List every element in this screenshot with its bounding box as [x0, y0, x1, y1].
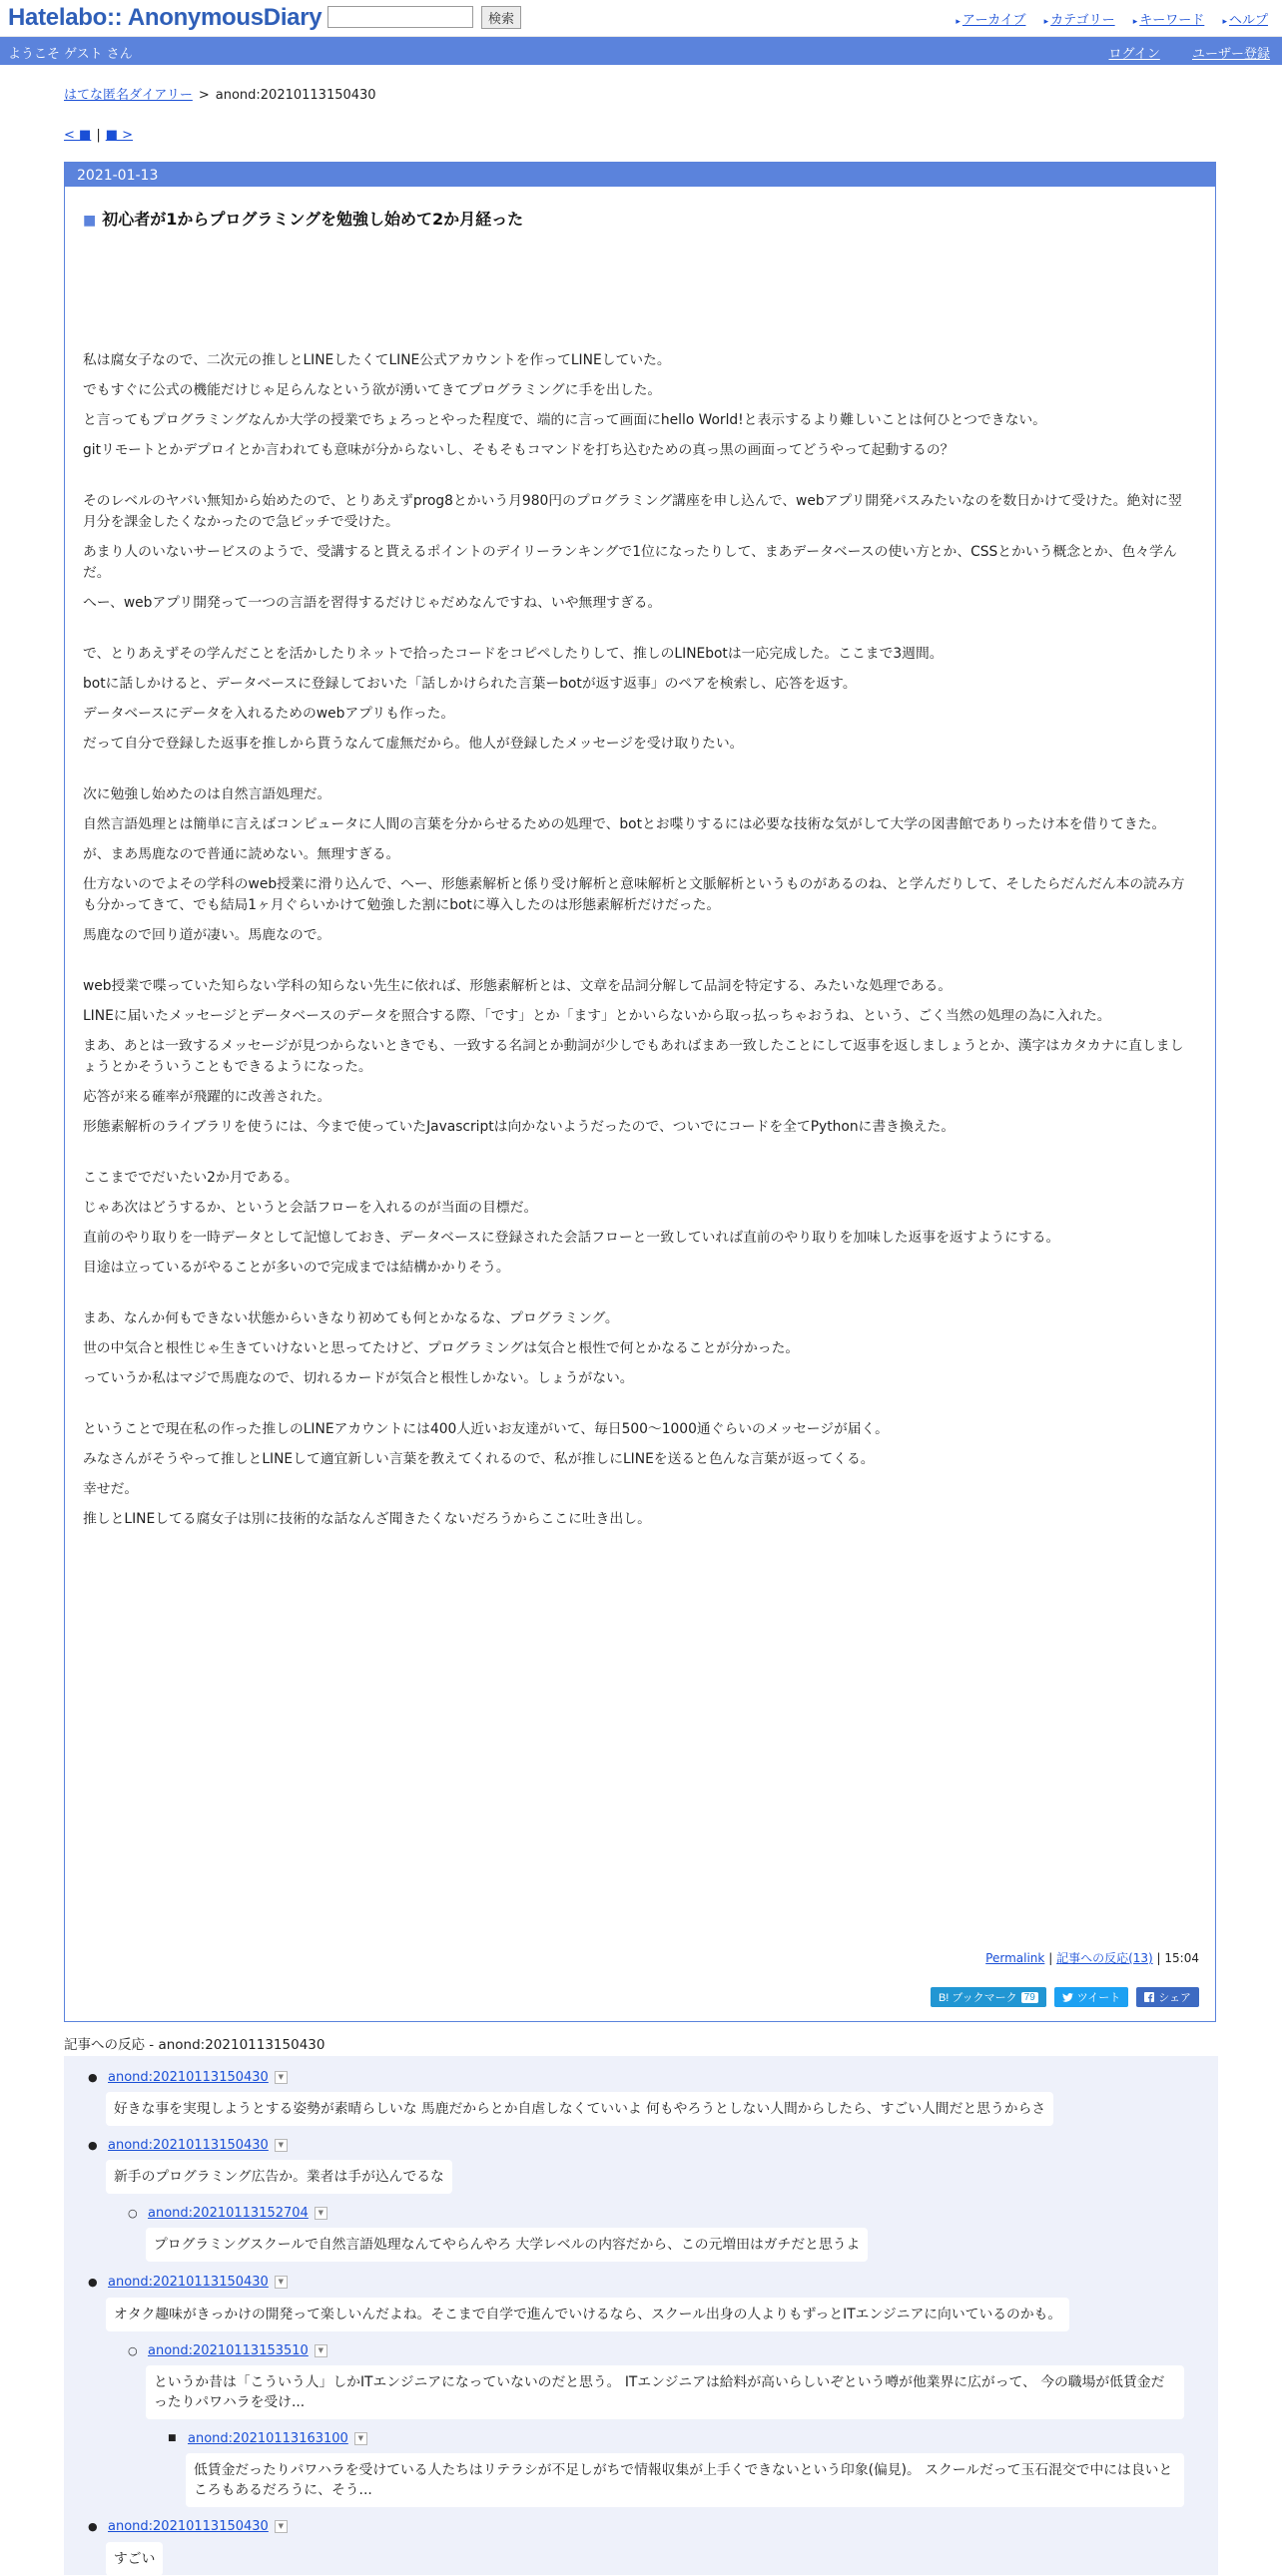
share-label: シェア	[1158, 1992, 1191, 2004]
next-entry-link[interactable]: ■ >	[105, 128, 134, 143]
entry-paragraph: 自然言語処理とは簡単に言えばコンピュータに人間の言葉を分からせるための処理で、botとお喋りするには必要な技術な気がして大学の図書館でありったけ本を借りてきた。	[83, 816, 1166, 832]
entry-body	[83, 350, 1191, 1539]
entry-time: 15:04	[1164, 1951, 1199, 1965]
nav-category-link[interactable]: ▸ カテゴリー	[1044, 13, 1115, 28]
entry-paragraph: LINEに届いたメッセージとデータベースのデータを照合する際、「です」とか「ます」とかいらないから取っ払っちゃおうね、という、ごく当然の処理の為に入れた。	[83, 1008, 1111, 1024]
entry-paragraph: でもすぐに公式の機能だけじゃ足らんなという欲が湧いてきてプログラミングに手を出した。	[83, 382, 662, 398]
bullet-icon: ●	[88, 2520, 98, 2533]
reactions-heading: 記事への反応 - anond:20210113150430	[64, 2033, 1218, 2058]
reaction-item	[168, 2431, 367, 2446]
entry-title	[83, 207, 523, 230]
entry-paragraph: みなさんがそうやって推しとLINEして適宜新しい言葉を教えてくれるので、私が推しにLINEを送ると色んな言葉が返ってくる。	[83, 1451, 875, 1467]
paragraph-gap	[83, 1288, 1191, 1308]
entry-paragraph: botに話しかけると、データベースに登録しておいた「話しかけられた言葉ーbotが返す返事」のペアを検索し、応答を返す。	[83, 676, 857, 692]
share-buttons	[931, 1987, 1199, 2007]
entry-footer	[985, 1949, 1199, 1966]
entry-paragraph: ということで現在私の作った推しのLINEアカウントには400人近いお友達がいて、毎日500～1000通ぐらいのメッセージが届く。	[83, 1421, 889, 1437]
paragraph-gap	[83, 955, 1191, 976]
paragraph-gap	[83, 623, 1191, 644]
reaction-link[interactable]: anond:20210113150430	[108, 2275, 269, 2290]
bookmark-label: B! ブックマーク	[938, 1992, 1017, 2004]
pager	[64, 128, 1218, 143]
entry-paragraph: で、とりあえずその学んだことを活かしたりネットで拾ったコードをコピペしたりして、推しのLINEbotは一応完成した。ここまで3週間。	[83, 646, 944, 662]
reaction-excerpt: オタク趣味がきっかけの開発って楽しいんだよね。そこまで自学で進んでいけるなら、スクール出身の人よりもずっとITエンジニアに向いているのかも。	[106, 2298, 1069, 2331]
entry-paragraph: web授業で喋っていた知らない学科の知らない先生に依れば、形態素解析とは、文章を品詞分解して品詞を特定する、みたいな処理である。	[83, 978, 953, 994]
tweet-label: ツイート	[1076, 1992, 1121, 2004]
reaction-item	[128, 2206, 327, 2221]
entry-paragraph: と言ってもプログラミングなんか大学の授業でちょろっとやった程度で、端的に言って画面にhello World!と表示するより難しいことは何ひとつできない。	[83, 412, 1046, 428]
facebook-share-button[interactable]	[1136, 1987, 1199, 2007]
entry-paragraph: じゃあ次はどうするか、というと会話フローを入れるのが当面の目標だ。	[83, 1200, 538, 1216]
entry-paragraph: gitリモートとかデプロイとか言われても意味が分からないし、そもそもコマンドを打ち込むための真っ黒の画面ってどうやって起動するの？	[83, 442, 955, 458]
nav-archive-link[interactable]: ▸ アーカイブ	[956, 13, 1025, 28]
entry-paragraph: まあ、なんか何もできない状態からいきなり初めても何とかなるな、プログラミング。	[83, 1310, 619, 1326]
register-link[interactable]: ユーザー登録	[1191, 47, 1270, 62]
tweet-button[interactable]	[1054, 1987, 1128, 2007]
reaction-link[interactable]: anond:20210113152704	[148, 2206, 309, 2221]
entry-title-text: 初心者が1からプログラミングを勉強し始めて2か月経った	[102, 210, 524, 229]
reaction-excerpt: すごい	[106, 2542, 163, 2576]
bullet-icon: ●	[88, 2139, 98, 2152]
reaction-excerpt: 好きな事を実現しようとする姿勢が素晴らしいな 馬鹿だからとか自虐しなくていいよ 何もやろうとしない人間からしたら、すごい人間だと思うからさ	[106, 2092, 1053, 2126]
site-logo[interactable]: Hatelabo:: AnonymousDiary	[8, 4, 322, 31]
entry-paragraph: 幸せだ。	[83, 1481, 139, 1497]
reaction-link[interactable]: anond:20210113153510	[148, 2343, 309, 2358]
dropdown-icon[interactable]: ▼	[315, 2207, 327, 2220]
prev-entry-link[interactable]: < ■	[64, 128, 92, 143]
bullet-icon: ○	[128, 2207, 138, 2220]
entry-paragraph: 世の中気合と根性じゃ生きていけないと思ってたけど、プログラミングは気合と根性で何とかなることが分かった。	[83, 1340, 800, 1356]
entry-paragraph: 推しとLINEしてる腐女子は別に技術的な話なんざ聞きたくないだろうからここに吐き出し。	[83, 1511, 651, 1527]
reaction-item	[128, 2343, 327, 2358]
bullet-icon: ●	[88, 2276, 98, 2289]
reaction-excerpt: というか昔は「こういう人」しかITエンジニアになっていないのだと思う。 ITエンジニアは給料が高いらしいぞという噂が他業界に広がって、 今の職場が低賃金だったりパワハラを受け...	[146, 2365, 1184, 2419]
dropdown-icon[interactable]: ▼	[275, 2071, 288, 2084]
search-button[interactable]: 検索	[481, 6, 521, 29]
entry-paragraph: っていうか私はマジで馬鹿なので、切れるカードが気合と根性しかない。しょうがない。	[83, 1370, 634, 1386]
entry-paragraph: 仕方ないのでよその学科のweb授業に滑り込んで、へー、形態素解析と係り受け解析と意味解析と文脈解析というものがあるのね、と学んだりして、そしたらだんだん本の読み方も分かってきて、でも結局1ヶ月ぐらいかけて勉強した割にbotに導入したのは形態素解析だけだった。	[83, 876, 1185, 913]
twitter-bird-icon	[1062, 1993, 1073, 2002]
entry-paragraph: そのレベルのヤバい無知から始めたので、とりあえずprog8とかいう月980円のプログラミング講座を申し込んで、webアプリ開発パスみたいなのを数日かけて受けた。絶対に翌月分を課金したくなかったので急ピッチで受けた。	[83, 493, 1182, 530]
entry-paragraph: 応答が来る確率が飛躍的に改善された。	[83, 1089, 331, 1105]
entry-paragraph: 目途は立っているがやることが多いので完成までは結構かかりそう。	[83, 1260, 510, 1276]
reactions-list	[64, 2056, 1218, 2575]
entry-paragraph: あまり人のいないサービスのようで、受講すると貰えるポイントのデイリーランキングで1位になったりして、まあデータベースの使い方とか、CSSとかいう概念とか、色々学んだ。	[83, 544, 1177, 581]
bullet-icon: ●	[88, 2071, 98, 2084]
entry-paragraph: データベースにデータを入れるためのwebアプリも作った。	[83, 706, 455, 722]
reaction-item	[88, 2519, 288, 2534]
entry-paragraph: 次に勉強し始めたのは自然言語処理だ。	[83, 786, 331, 802]
reactions-link[interactable]: 記事への反応(13)	[1056, 1951, 1153, 1965]
entry-paragraph: 直前のやり取りを一時データとして記憶しておき、データベースに登録された会話フローと一致していれば直前のやり取りを加味した返事を返すようにする。	[83, 1230, 1060, 1246]
pager-separator: |	[96, 128, 101, 143]
entry-paragraph: ここまででだいたい2か月である。	[83, 1170, 299, 1186]
permalink-link[interactable]: Permalink	[985, 1951, 1045, 1965]
login-link[interactable]: ログイン	[1108, 47, 1160, 62]
dropdown-icon[interactable]: ▼	[275, 2276, 288, 2289]
reaction-item	[88, 2275, 288, 2290]
welcome-text: ようこそ ゲスト さん	[8, 47, 133, 62]
dropdown-icon[interactable]: ▼	[315, 2344, 327, 2357]
reaction-item	[88, 2070, 288, 2085]
entry-box	[64, 162, 1216, 2022]
dropdown-icon[interactable]: ▼	[275, 2520, 288, 2533]
breadcrumb	[64, 84, 1218, 103]
entry-paragraph: まあ、あとは一致するメッセージが見つからないときでも、一致する名詞とか動詞が少しでもあればまあ一致したことにして返事を返しましょうとか、漢字はカタカナに直しましょうとかそういうこともできるようになった。	[83, 1038, 1184, 1075]
entry-paragraph: 馬鹿なので回り道が凄い。馬鹿なので。	[83, 927, 331, 943]
facebook-icon	[1144, 1992, 1154, 2002]
breadcrumb-root-link[interactable]: はてな匿名ダイアリー	[64, 88, 193, 103]
top-nav	[942, 9, 1268, 28]
reaction-link[interactable]: anond:20210113150430	[108, 2519, 269, 2534]
footer-separator: |	[1048, 1951, 1053, 1965]
entry-title-mark-link[interactable]: ■	[83, 213, 97, 229]
paragraph-gap	[83, 470, 1191, 491]
dropdown-icon[interactable]: ▼	[275, 2139, 288, 2152]
reaction-link[interactable]: anond:20210113163100	[188, 2431, 348, 2446]
search-input[interactable]	[327, 6, 473, 28]
paragraph-gap	[83, 1147, 1191, 1168]
paragraph-gap	[83, 764, 1191, 784]
bullet-icon: ■	[168, 2433, 177, 2443]
reaction-excerpt: 新手のプログラミング広告か。業者は手が込んでるな	[106, 2160, 452, 2194]
reaction-excerpt: 低賃金だったりパワハラを受けている人たちはリテラシが不足しがちで情報収集が上手くできないという印象(偏見)。 スクールだって玉石混交で中には良いところもあるだろうに、そう...	[186, 2453, 1184, 2507]
bookmark-count: 79	[1021, 1992, 1038, 2003]
reaction-link[interactable]: anond:20210113150430	[108, 2070, 269, 2085]
reaction-item	[88, 2138, 288, 2153]
entry-date: 2021-01-13	[65, 163, 1215, 187]
breadcrumb-separator: >	[198, 88, 210, 103]
entry-paragraph: へー、webアプリ開発って一つの言語を習得するだけじゃだめなんですね、いや無理すぎる。	[83, 595, 662, 611]
welcome-bar	[0, 37, 1282, 65]
reaction-link[interactable]: anond:20210113150430	[108, 2138, 269, 2153]
hatena-bookmark-button[interactable]	[931, 1987, 1046, 2007]
breadcrumb-current: anond:20210113150430	[215, 88, 376, 103]
reaction-excerpt: プログラミングスクールで自然言語処理なんてやらんやろ 大学レベルの内容だから、この元増田はガチだと思うよ	[146, 2228, 868, 2262]
footer-separator: |	[1156, 1951, 1161, 1965]
entry-paragraph: 形態素解析のライブラリを使うには、今まで使っていたJavascriptは向かないようだったので、ついでにコードを全てPythonに書き換えた。	[83, 1119, 956, 1135]
entry-paragraph: 私は腐女子なので、二次元の推しとLINEしたくてLINE公式アカウントを作ってLINEしていた。	[83, 352, 671, 368]
entry-paragraph: だって自分で登録した返事を推しから貰うなんて虚無だから。他人が登録したメッセージを受け取りたい。	[83, 736, 744, 752]
nav-help-link[interactable]: ▸ ヘルプ	[1222, 13, 1268, 28]
paragraph-gap	[83, 1398, 1191, 1419]
entry-paragraph: が、まあ馬鹿なので普通に読めない。無理すぎる。	[83, 846, 400, 862]
bullet-icon: ○	[128, 2344, 138, 2357]
nav-keyword-link[interactable]: ▸ キーワード	[1133, 13, 1205, 28]
dropdown-icon[interactable]: ▼	[354, 2432, 367, 2445]
top-header	[0, 0, 1282, 37]
